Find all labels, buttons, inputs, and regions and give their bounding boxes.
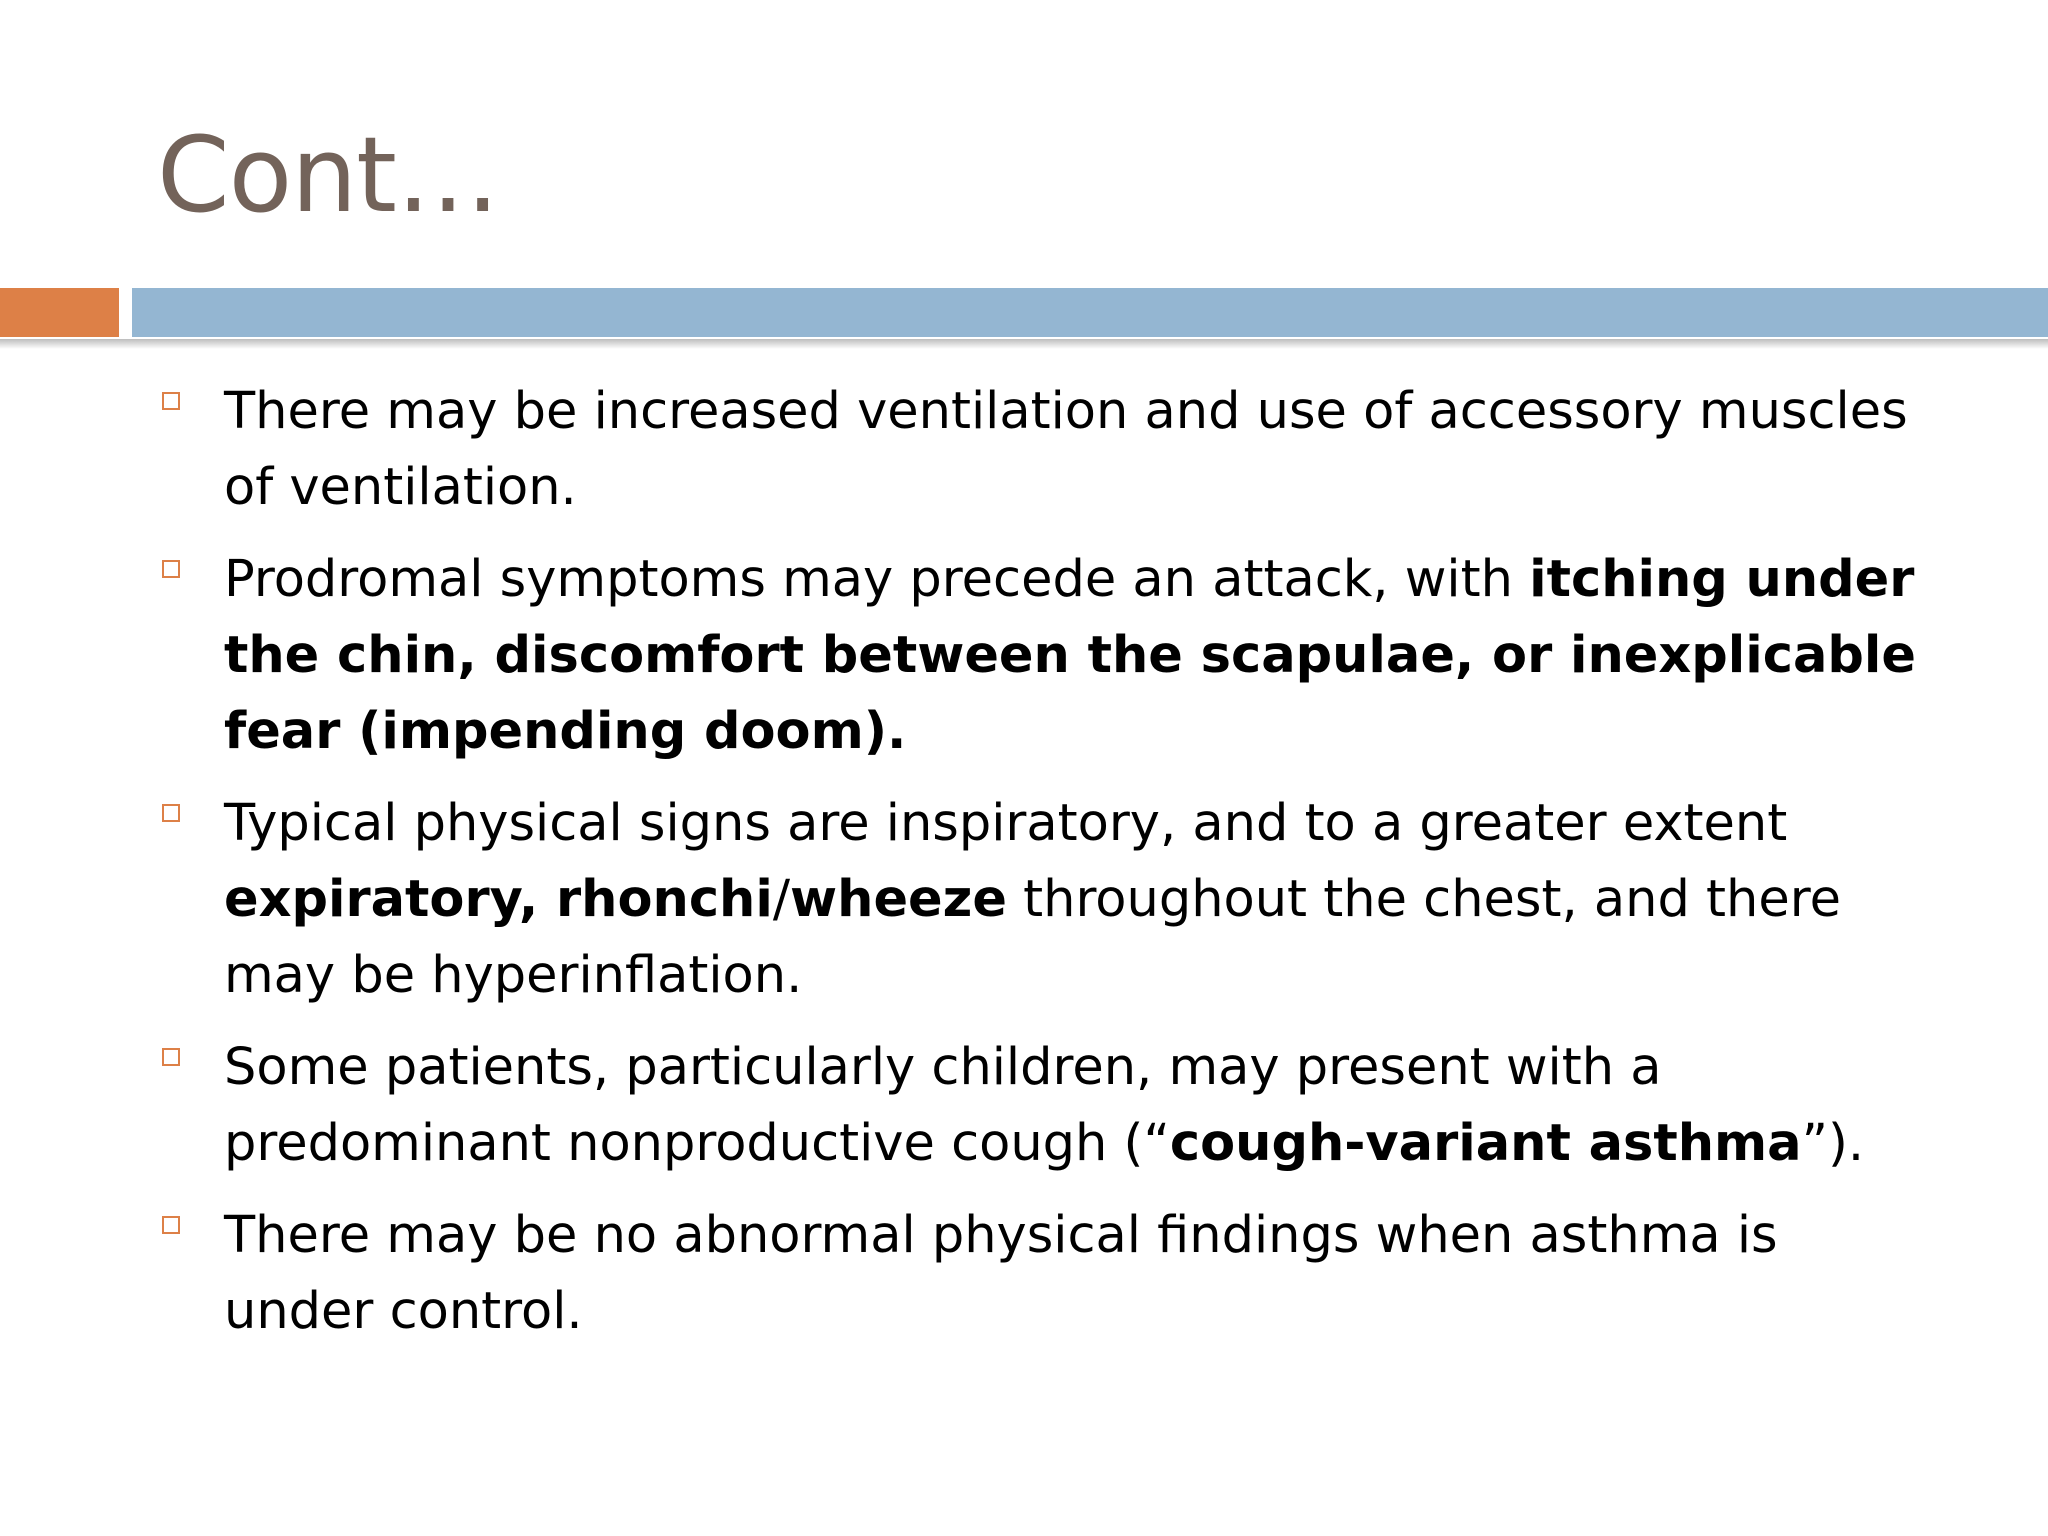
bullet-text-bold: wheeze <box>790 870 1007 929</box>
bullet-text: throughout the chest, and there may be hyperinflation. <box>224 870 1841 1005</box>
bullet-text: Prodromal symptoms may precede an attack, with <box>224 550 1530 609</box>
bullet-text-bold: expiratory, rhonchi <box>224 870 773 929</box>
bullet-list <box>160 374 1940 1366</box>
hollow-square-icon <box>162 392 180 410</box>
hollow-square-icon <box>162 1216 180 1234</box>
bullet-item <box>160 542 1940 770</box>
bullet-text-bold: itching under the chin, discomfort between the scapulae, or inexplicable fear (impending doom). <box>224 550 1916 761</box>
accent-bar-shadow <box>0 339 2048 349</box>
bullet-text: / <box>772 870 791 929</box>
hollow-square-icon <box>162 1048 180 1066</box>
bullet-item <box>160 374 1940 526</box>
accent-bar-blue <box>132 288 2048 337</box>
hollow-square-icon <box>162 804 180 822</box>
bullet-item <box>160 1198 1940 1350</box>
slide-title: Cont… <box>157 114 499 236</box>
accent-bar-orange <box>0 288 119 337</box>
bullet-text-bold: cough-variant asthma <box>1169 1114 1802 1173</box>
bullet-item <box>160 786 1940 1014</box>
bullet-text: Some patients, particularly children, may present with a predominant nonproductive cough (“ <box>224 1038 1662 1173</box>
bullet-text: There may be increased ventilation and use of accessory muscles of ventilation. <box>224 382 1908 517</box>
hollow-square-icon <box>162 560 180 578</box>
bullet-text: Typical physical signs are inspiratory, and to a greater extent <box>224 794 1788 853</box>
bullet-text: There may be no abnormal physical findings when asthma is under control. <box>224 1206 1778 1341</box>
bullet-item <box>160 1030 1940 1182</box>
bullet-text: ”). <box>1801 1114 1865 1173</box>
